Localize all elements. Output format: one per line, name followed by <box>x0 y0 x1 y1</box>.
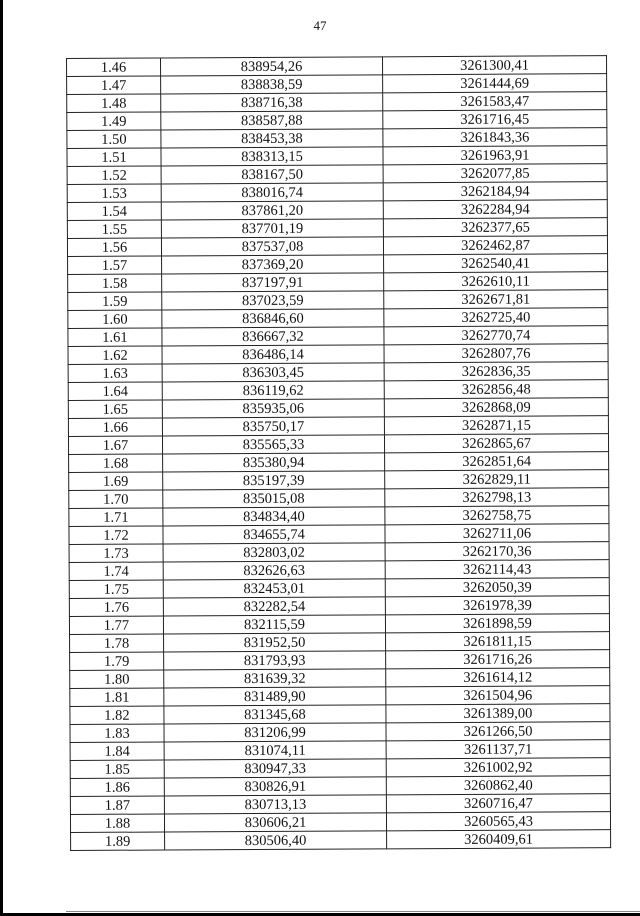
point-number-cell: 1.83 <box>70 724 164 742</box>
point-number-cell: 1.66 <box>68 418 162 436</box>
y-coordinate-cell: 3262758,75 <box>385 506 609 525</box>
x-coordinate-cell: 837537,08 <box>161 237 383 256</box>
x-coordinate-cell: 831952,50 <box>164 633 386 652</box>
x-coordinate-cell: 831206,99 <box>164 723 386 742</box>
point-number-cell: 1.50 <box>67 130 161 148</box>
x-coordinate-cell: 831489,90 <box>164 687 386 706</box>
x-coordinate-cell: 837197,91 <box>162 273 384 292</box>
x-coordinate-cell: 830826,91 <box>164 777 386 796</box>
point-number-cell: 1.62 <box>68 346 162 364</box>
y-coordinate-cell: 3261843,36 <box>383 128 607 147</box>
y-coordinate-cell: 3262871,15 <box>384 416 608 435</box>
point-number-cell: 1.55 <box>67 220 161 238</box>
y-coordinate-cell: 3262851,64 <box>385 452 609 471</box>
point-number-cell: 1.72 <box>69 526 163 544</box>
point-number-cell: 1.68 <box>69 454 163 472</box>
y-coordinate-cell: 3262077,85 <box>383 164 607 183</box>
y-coordinate-cell: 3261614,12 <box>386 668 610 687</box>
x-coordinate-cell: 831639,32 <box>164 669 386 688</box>
y-coordinate-cell: 3261444,69 <box>383 74 607 93</box>
y-coordinate-cell: 3260716,47 <box>386 794 610 813</box>
point-number-cell: 1.75 <box>69 580 163 598</box>
x-coordinate-cell: 837701,19 <box>161 219 383 238</box>
point-number-cell: 1.49 <box>67 112 161 130</box>
y-coordinate-cell: 3262798,13 <box>385 488 609 507</box>
x-coordinate-cell: 838954,26 <box>161 57 383 76</box>
point-number-cell: 1.81 <box>70 688 164 706</box>
x-coordinate-cell: 836846,60 <box>162 309 384 328</box>
y-coordinate-cell: 3260862,40 <box>386 776 610 795</box>
point-number-cell: 1.78 <box>70 634 164 652</box>
point-number-cell: 1.61 <box>68 328 162 346</box>
point-number-cell: 1.54 <box>67 202 161 220</box>
y-coordinate-cell: 3261137,71 <box>386 740 610 759</box>
y-coordinate-cell: 3260409,61 <box>387 830 611 849</box>
y-coordinate-cell: 3261963,91 <box>383 146 607 165</box>
point-number-cell: 1.82 <box>70 706 164 724</box>
y-coordinate-cell: 3262050,39 <box>385 578 609 597</box>
point-number-cell: 1.57 <box>68 256 162 274</box>
y-coordinate-cell: 3261978,39 <box>385 596 609 615</box>
y-coordinate-cell: 3262711,06 <box>385 524 609 543</box>
point-number-cell: 1.70 <box>69 490 163 508</box>
x-coordinate-cell: 835935,06 <box>162 399 384 418</box>
x-coordinate-cell: 830947,33 <box>164 759 386 778</box>
x-coordinate-cell: 835197,39 <box>163 471 385 490</box>
x-coordinate-cell: 838838,59 <box>161 75 383 94</box>
x-coordinate-cell: 835565,33 <box>162 435 384 454</box>
x-coordinate-cell: 830506,40 <box>165 831 387 850</box>
x-coordinate-cell: 838313,15 <box>161 147 383 166</box>
y-coordinate-cell: 3262377,65 <box>383 218 607 237</box>
y-coordinate-cell: 3261300,41 <box>382 56 606 75</box>
x-coordinate-cell: 830713,13 <box>164 795 386 814</box>
y-coordinate-cell: 3262284,94 <box>383 200 607 219</box>
point-number-cell: 1.47 <box>67 76 161 94</box>
y-coordinate-cell: 3262770,74 <box>384 326 608 345</box>
point-number-cell: 1.71 <box>69 508 163 526</box>
point-number-cell: 1.51 <box>67 148 161 166</box>
y-coordinate-cell: 3262170,36 <box>385 542 609 561</box>
x-coordinate-cell: 832282,54 <box>163 597 385 616</box>
y-coordinate-cell: 3261266,50 <box>386 722 610 741</box>
x-coordinate-cell: 835015,08 <box>163 489 385 508</box>
point-number-cell: 1.74 <box>69 562 163 580</box>
y-coordinate-cell: 3262462,87 <box>383 236 607 255</box>
x-coordinate-cell: 837023,59 <box>162 291 384 310</box>
x-coordinate-cell: 838453,38 <box>161 129 383 148</box>
x-coordinate-cell: 832803,02 <box>163 543 385 562</box>
x-coordinate-cell: 835750,17 <box>162 417 384 436</box>
point-number-cell: 1.76 <box>69 598 163 616</box>
x-coordinate-cell: 834655,74 <box>163 525 385 544</box>
y-coordinate-cell: 3262610,11 <box>384 272 608 291</box>
y-coordinate-cell: 3262114,43 <box>385 560 609 579</box>
point-number-cell: 1.79 <box>70 652 164 670</box>
y-coordinate-cell: 3262725,40 <box>384 308 608 327</box>
page-bottom-rule <box>66 911 640 912</box>
x-coordinate-cell: 837861,20 <box>161 201 383 220</box>
y-coordinate-cell: 3262184,94 <box>383 182 607 201</box>
x-coordinate-cell: 831793,93 <box>164 651 386 670</box>
point-number-cell: 1.63 <box>68 364 162 382</box>
x-coordinate-cell: 838167,50 <box>161 165 383 184</box>
y-coordinate-cell: 3262829,11 <box>385 470 609 489</box>
point-number-cell: 1.64 <box>68 382 162 400</box>
y-coordinate-cell: 3262807,76 <box>384 344 608 363</box>
coordinates-table-body <box>67 56 611 851</box>
point-number-cell: 1.67 <box>68 436 162 454</box>
x-coordinate-cell: 831074,11 <box>164 741 386 760</box>
x-coordinate-cell: 835380,94 <box>163 453 385 472</box>
point-number-cell: 1.84 <box>70 742 164 760</box>
y-coordinate-cell: 3262671,81 <box>384 290 608 309</box>
x-coordinate-cell: 831345,68 <box>164 705 386 724</box>
point-number-cell: 1.73 <box>69 544 163 562</box>
y-coordinate-cell: 3261583,47 <box>383 92 607 111</box>
point-number-cell: 1.77 <box>69 616 163 634</box>
point-number-cell: 1.69 <box>69 472 163 490</box>
x-coordinate-cell: 832115,59 <box>163 615 385 634</box>
x-coordinate-cell: 832453,01 <box>163 579 385 598</box>
point-number-cell: 1.89 <box>71 832 165 850</box>
y-coordinate-cell: 3261716,45 <box>383 110 607 129</box>
point-number-cell: 1.46 <box>67 58 161 76</box>
page-number: 47 <box>313 18 327 33</box>
y-coordinate-cell: 3261002,92 <box>386 758 610 777</box>
y-coordinate-cell: 3262836,35 <box>384 362 608 381</box>
scan-left-edge <box>0 0 3 916</box>
coordinates-table <box>66 55 611 851</box>
y-coordinate-cell: 3262865,67 <box>384 434 608 453</box>
x-coordinate-cell: 837369,20 <box>162 255 384 274</box>
point-number-cell: 1.65 <box>68 400 162 418</box>
y-coordinate-cell: 3261716,26 <box>386 650 610 669</box>
point-number-cell: 1.52 <box>67 166 161 184</box>
y-coordinate-cell: 3262856,48 <box>384 380 608 399</box>
point-number-cell: 1.48 <box>67 94 161 112</box>
x-coordinate-cell: 830606,21 <box>164 813 386 832</box>
point-number-cell: 1.86 <box>70 778 164 796</box>
y-coordinate-cell: 3262868,09 <box>384 398 608 417</box>
x-coordinate-cell: 836119,62 <box>162 381 384 400</box>
point-number-cell: 1.56 <box>67 238 161 256</box>
point-number-cell: 1.59 <box>68 292 162 310</box>
x-coordinate-cell: 836667,32 <box>162 327 384 346</box>
point-number-cell: 1.88 <box>70 814 164 832</box>
point-number-cell: 1.53 <box>67 184 161 202</box>
y-coordinate-cell: 3261504,96 <box>386 686 610 705</box>
y-coordinate-cell: 3262540,41 <box>384 254 608 273</box>
point-number-cell: 1.58 <box>68 274 162 292</box>
x-coordinate-cell: 832626,63 <box>163 561 385 580</box>
x-coordinate-cell: 834834,40 <box>163 507 385 526</box>
x-coordinate-cell: 838016,74 <box>161 183 383 202</box>
x-coordinate-cell: 836486,14 <box>162 345 384 364</box>
y-coordinate-cell: 3261389,00 <box>386 704 610 723</box>
x-coordinate-cell: 838587,88 <box>161 111 383 130</box>
y-coordinate-cell: 3261898,59 <box>385 614 609 633</box>
y-coordinate-cell: 3260565,43 <box>386 812 610 831</box>
y-coordinate-cell: 3261811,15 <box>386 632 610 651</box>
x-coordinate-cell: 836303,45 <box>162 363 384 382</box>
x-coordinate-cell: 838716,38 <box>161 93 383 112</box>
point-number-cell: 1.87 <box>70 796 164 814</box>
table-row <box>71 830 611 851</box>
point-number-cell: 1.60 <box>68 310 162 328</box>
point-number-cell: 1.80 <box>70 670 164 688</box>
point-number-cell: 1.85 <box>70 760 164 778</box>
